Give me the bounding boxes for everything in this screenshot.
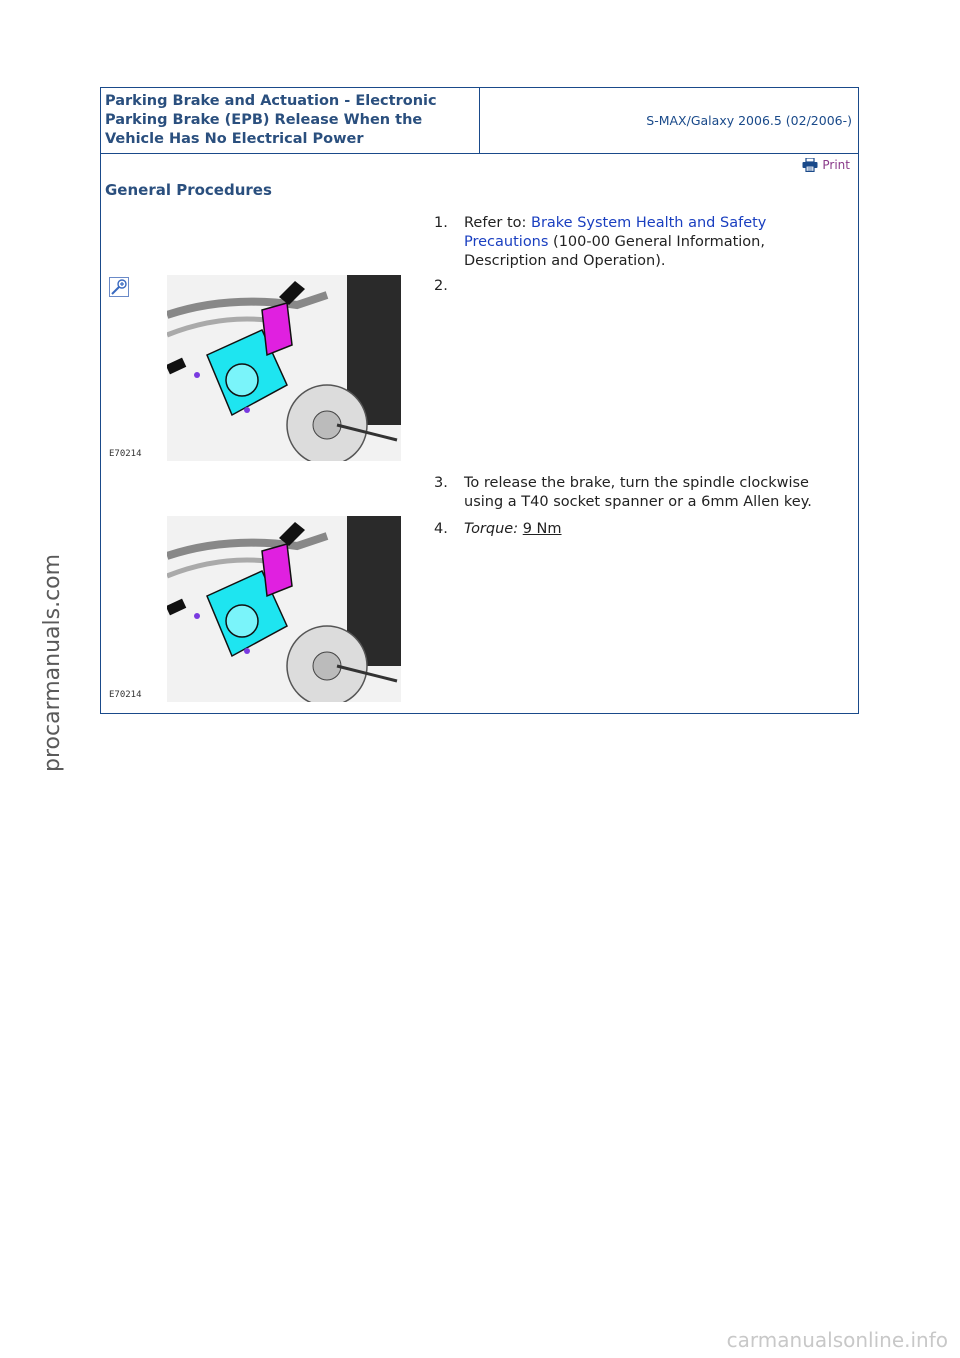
step-number: 3. (434, 475, 448, 491)
side-watermark-text: procarmanuals.com (40, 553, 65, 772)
vehicle-model: S-MAX/Galaxy 2006.5 (02/2006-) (646, 113, 852, 128)
torque-value: 9 Nm (522, 521, 562, 537)
page-title: Parking Brake and Actuation - Electronic Parking Brake (EPB) Release When the Vehicle Has No Electrical Power (105, 93, 437, 147)
epb-actuator-illustration (167, 275, 401, 461)
section-title: General Procedures (105, 181, 272, 199)
step-prefix: Refer to: (464, 215, 531, 231)
procedure-frame (100, 87, 859, 714)
health-safety-link[interactable]: Brake System Health and Safety Precautions (464, 215, 767, 250)
step-text (464, 214, 844, 271)
print-button[interactable] (802, 158, 850, 172)
figure-label: E70214 (109, 690, 142, 700)
header (101, 88, 858, 154)
figure-2 (105, 516, 401, 702)
figure-1 (105, 275, 401, 461)
printer-icon (802, 158, 818, 172)
epb-actuator-illustration (167, 516, 401, 702)
step-suffix: (100-00 General Information, Description and Operation). (464, 234, 765, 269)
torque-label: Torque: (464, 521, 519, 537)
side-watermark (6, 540, 65, 780)
footer-watermark: carmanualsonline.info (726, 1328, 948, 1352)
print-label: Print (822, 158, 850, 172)
step-number: 1. (434, 215, 448, 231)
figure-label: E70214 (109, 449, 142, 459)
step-text: To release the brake, turn the spindle clockwise using a T40 socket spanner or a 6mm Allen key. (464, 475, 812, 510)
zoom-in-icon[interactable] (109, 277, 129, 297)
step-text (464, 520, 844, 539)
header-model-cell (481, 88, 858, 153)
header-title-cell (101, 88, 480, 153)
step-number: 2. (434, 278, 448, 294)
step-number: 4. (434, 521, 448, 537)
